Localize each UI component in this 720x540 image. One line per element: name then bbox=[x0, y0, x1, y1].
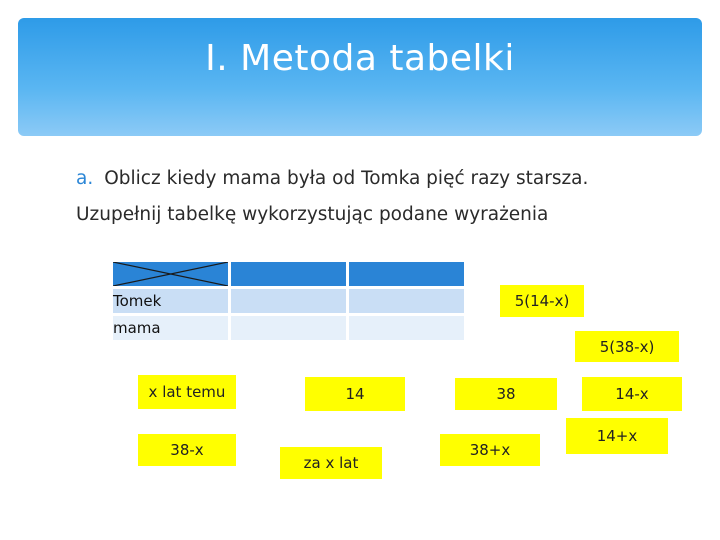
tile-38-plus-x[interactable]: 38+x bbox=[440, 434, 540, 466]
header-cell-2 bbox=[349, 262, 464, 286]
tile-14-plus-x[interactable]: 14+x bbox=[566, 418, 668, 454]
task-text-1: Oblicz kiedy mama była od Tomka pięć razy starsza. bbox=[104, 168, 589, 189]
header-cell-1 bbox=[231, 262, 346, 286]
row-label-mama: mama bbox=[113, 316, 228, 340]
cell-tomek-2[interactable] bbox=[349, 289, 464, 313]
answer-table bbox=[110, 259, 467, 343]
tile-14[interactable]: 14 bbox=[305, 377, 405, 411]
cell-mama-2[interactable] bbox=[349, 316, 464, 340]
slide-title: I. Metoda tabelki bbox=[205, 38, 515, 79]
task-line-1 bbox=[76, 168, 588, 189]
cell-mama-1[interactable] bbox=[231, 316, 346, 340]
tile-38[interactable]: 38 bbox=[455, 378, 557, 410]
tile-38-x[interactable]: 38-x bbox=[138, 434, 236, 466]
tile-5-14-x[interactable]: 5(14-x) bbox=[500, 285, 584, 317]
tile-5-38-x[interactable]: 5(38-x) bbox=[575, 331, 679, 362]
tile-14-x[interactable]: 14-x bbox=[582, 377, 682, 411]
tile-x-lat-temu[interactable]: x lat temu bbox=[138, 375, 236, 409]
task-marker: a. bbox=[76, 168, 94, 189]
tile-za-x-lat[interactable]: za x lat bbox=[280, 447, 382, 479]
corner-cell bbox=[113, 262, 228, 286]
cross-mark-icon bbox=[113, 262, 228, 286]
task-line-2: Uzupełnij tabelkę wykorzystując podane wyrażenia bbox=[76, 204, 549, 225]
table-row-mama bbox=[113, 316, 464, 340]
row-label-tomek: Tomek bbox=[113, 289, 228, 313]
cell-tomek-1[interactable] bbox=[231, 289, 346, 313]
table-header-row bbox=[113, 262, 464, 286]
table-row-tomek bbox=[113, 289, 464, 313]
